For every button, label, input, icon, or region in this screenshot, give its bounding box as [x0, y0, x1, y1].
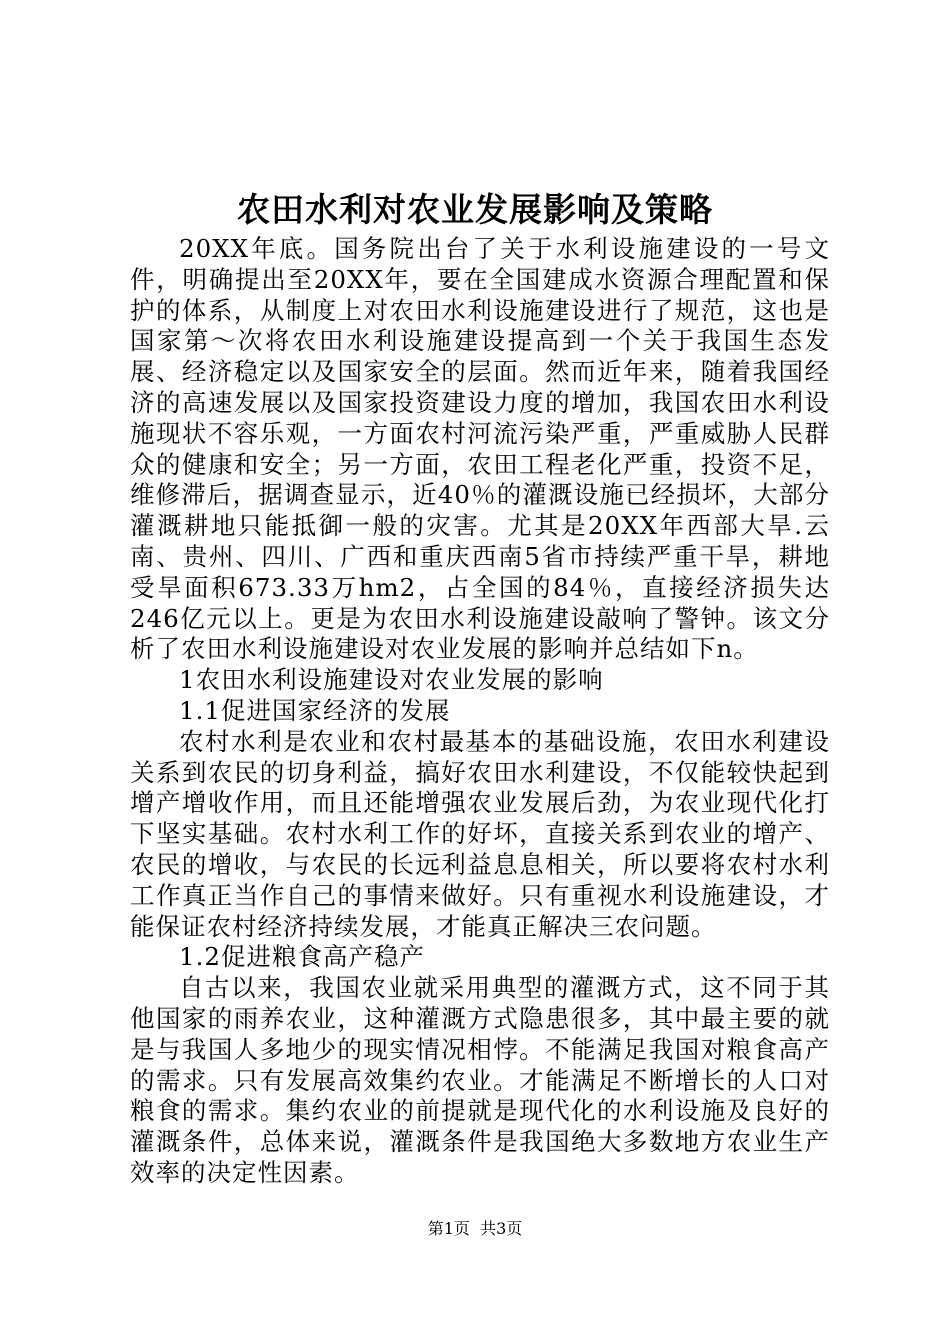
paragraph-1-2: 自古以来，我国农业就采用典型的灌溉方式，这不同于其他国家的雨养农业，这种灌溉方式隐患很多，其中最主要的就是与我国人多地少的现实情况相悖。不能满足我国对粮食高产的需求。只有发展高效集约农业。才能满足不断增长的人口对粮食的需求。集约农业的前提就是现代化的水利设施及良好的灌溉条件，总体来说，灌溉条件是我国绝大多数地方农业生产效率的决定性因素。	[130, 973, 830, 1187]
document-body	[130, 234, 830, 1189]
section-heading-1: 1农田水利设施建设对农业发展的影响	[179, 665, 604, 695]
document-title: 农田水利对农业发展影响及策略	[237, 190, 713, 229]
paragraph-1-1: 农村水利是农业和农村最基本的基础设施，农田水利建设关系到农民的切身利益，搞好农田水利建设，不仅能较快起到增产增收作用，而且还能增强农业发展后劲，为农业现代化打下坚实基础。农村水利工作的好坏，直接关系到农业的增产、农民的增收，与农民的长远利益息息相关，所以要将农村水利工作真正当作自己的事情来做好。只有重视水利设施建设，才能保证农村经济持续发展，才能真正解决三农问题。	[130, 726, 830, 941]
subsection-heading-1-2: 1.2促进粮食高产稳产	[179, 942, 425, 972]
page-footer: 第1页 共3页	[427, 1219, 523, 1238]
paragraph-intro: 20XX年底。国务院出台了关于水利设施建设的一号文件，明确提出至20XX年，要在全国建成水资源合理配置和保护的体系，从制度上对农田水利设施建设进行了规范，这也是国家第～次将农田水利设施建设提高到一个关于我国生态发展、经济稳定以及国家安全的层面。然而近年来，随着我国经济的高速发展以及国家投资建设力度的增加，我国农田水利设施现状不容乐观，一方面农村河流污染严重，严重威胁人民群众的健康和安全；另一方面，农田工程老化严重，投资不足，维修滞后，据调查显示，近40％的灌溉设施已经损坏，大部分灌溉耕地只能抵御一般的灾害。尤其是20XX年西部大旱.云南、贵州、四川、广西和重庆西南5省市持续严重干旱，耕地受旱面积673.33万hm2，占全国的84％，直接经济损失达246亿元以上。更是为农田水利设施建设敲响了警钟。该文分析了农田水利设施建设对农业发展的影响并总结如下n。	[130, 234, 830, 664]
subsection-heading-1-1: 1.1促进国家经济的发展	[179, 695, 451, 725]
